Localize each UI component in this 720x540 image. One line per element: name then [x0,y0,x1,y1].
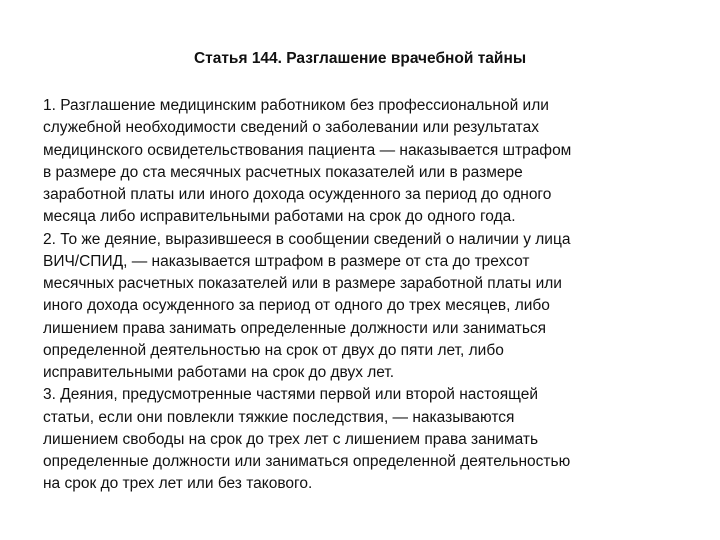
text-line: в размере до ста месячных расчетных показателей или в размере [43,163,523,181]
text-line: определенной деятельностью на срок от двух до пяти лет, либо [43,341,504,359]
article-title: Статья 144. Разглашение врачебной тайны [193,50,527,67]
text-line: 3. Деяния, предусмотренные частями первой или второй настоящей [43,386,538,404]
text-line: на срок до трех лет или без такового. [43,475,313,493]
text-line: лишением свободы на срок до трех лет с лишением права занимать [43,430,539,448]
text-line: месяца либо исправительными работами на срок до одного года. [43,208,516,226]
text-line: исправительными работами на срок до двух лет. [43,364,395,381]
text-line: статьи, если они повлекли тяжкие последствия, — наказываются [43,408,515,426]
text-line: 2. То же деяние, выразившееся в сообщении сведений о наличии у лица [43,230,571,248]
text-line: заработной платы или иного дохода осужденного за период до одного [43,186,552,203]
text-line: медицинского освидетельствования пациента — наказывается штрафом [43,141,572,159]
text-line: иного дохода осужденного за период от одного до трех месяцев, либо [43,297,550,315]
text-line: месячных расчетных показателей или в размере заработной платы или [43,275,562,292]
text-line: ВИЧ/СПИД, — наказывается штрафом в размере от ста до трехсот [43,252,530,270]
text-line: лишением права занимать определенные должности или заниматься [43,319,547,337]
text-line: 1. Разглашение медицинским работником без профессиональной или [43,97,549,114]
text-line: служебной необходимости сведений о заболевании или результатах [43,119,539,137]
article-body [43,95,623,496]
text-line: определенные должности или заниматься определенной деятельностью [43,453,571,470]
